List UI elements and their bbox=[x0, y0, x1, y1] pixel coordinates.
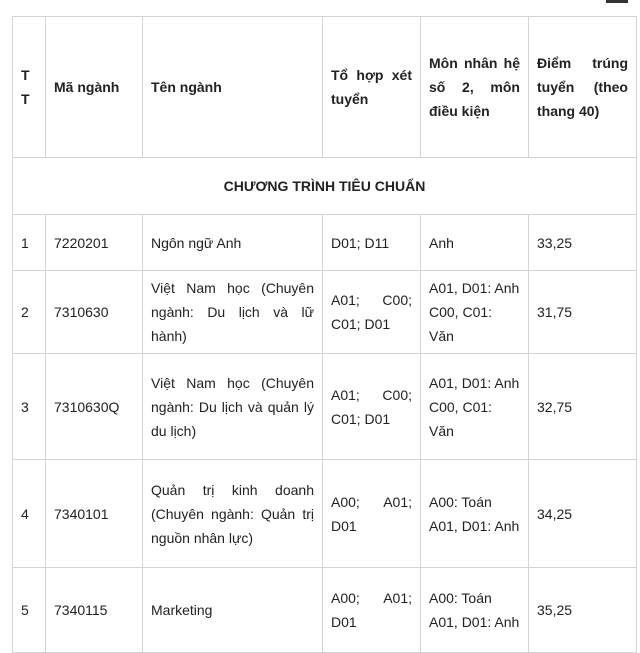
table-row bbox=[13, 354, 637, 460]
cell-to-hop: A00; A01; D01 bbox=[323, 568, 421, 653]
cell-ten-nganh: Việt Nam học (Chuyên ngành: Du lịch và lữ hành) bbox=[143, 271, 323, 354]
cell-ten-nganh: Quản trị kinh doanh (Chuyên ngành: Quản trị nguồn nhân lực) bbox=[143, 460, 323, 568]
cell-ma-nganh: 7340115 bbox=[46, 568, 143, 653]
cell-ma-nganh: 7220201 bbox=[46, 215, 143, 271]
cell-to-hop: A00; A01; D01 bbox=[323, 460, 421, 568]
cell-diem: 33,25 bbox=[529, 215, 637, 271]
cell-diem: 31,75 bbox=[529, 271, 637, 354]
cell-to-hop: D01; D11 bbox=[323, 215, 421, 271]
cell-diem: 35,25 bbox=[529, 568, 637, 653]
cell-ma-nganh: 7310630 bbox=[46, 271, 143, 354]
cell-tt: 5 bbox=[13, 568, 46, 653]
cropped-top-text bbox=[60, 0, 64, 7]
section-row bbox=[13, 158, 637, 215]
cell-ten-nganh: Ngôn ngữ Anh bbox=[143, 215, 323, 271]
admission-score-table bbox=[12, 16, 637, 653]
cell-diem: 34,25 bbox=[529, 460, 637, 568]
header-ten-nganh: Tên ngành bbox=[143, 17, 323, 158]
cell-ten-nganh: Marketing bbox=[143, 568, 323, 653]
header-tt: TT bbox=[13, 17, 46, 158]
cell-diem: 32,75 bbox=[529, 354, 637, 460]
table-row bbox=[13, 215, 637, 271]
table-row bbox=[13, 568, 637, 653]
cell-ma-nganh: 7310630Q bbox=[46, 354, 143, 460]
cell-tt: 4 bbox=[13, 460, 46, 568]
cell-tt: 2 bbox=[13, 271, 46, 354]
header-diem: Điểm trúng tuyển (theo thang 40) bbox=[529, 17, 637, 158]
cropped-top-strip bbox=[0, 0, 640, 16]
header-mon-nhan: Môn nhân hệ số 2, môn điều kiện bbox=[421, 17, 529, 158]
cell-mon-nhan: A01, D01: Anh C00, C01: Văn bbox=[421, 354, 529, 460]
header-ma-nganh: Mã ngành bbox=[46, 17, 143, 158]
cell-mon-nhan: A01, D01: Anh C00, C01: Văn bbox=[421, 271, 529, 354]
section-title: CHƯƠNG TRÌNH TIÊU CHUẨN bbox=[13, 158, 637, 215]
scroll-indicator bbox=[606, 0, 628, 3]
cell-to-hop: A01; C00; C01; D01 bbox=[323, 271, 421, 354]
cell-tt: 1 bbox=[13, 215, 46, 271]
cell-ma-nganh: 7340101 bbox=[46, 460, 143, 568]
cell-mon-nhan: A00: Toán A01, D01: Anh bbox=[421, 460, 529, 568]
header-to-hop: Tổ hợp xét tuyển bbox=[323, 17, 421, 158]
cell-mon-nhan: A00: Toán A01, D01: Anh bbox=[421, 568, 529, 653]
cell-to-hop: A01; C00; C01; D01 bbox=[323, 354, 421, 460]
cell-mon-nhan: Anh bbox=[421, 215, 529, 271]
table-row bbox=[13, 271, 637, 354]
cell-ten-nganh: Việt Nam học (Chuyên ngành: Du lịch và quản lý du lịch) bbox=[143, 354, 323, 460]
table-header-row bbox=[13, 17, 637, 158]
table-row bbox=[13, 460, 637, 568]
cell-tt: 3 bbox=[13, 354, 46, 460]
